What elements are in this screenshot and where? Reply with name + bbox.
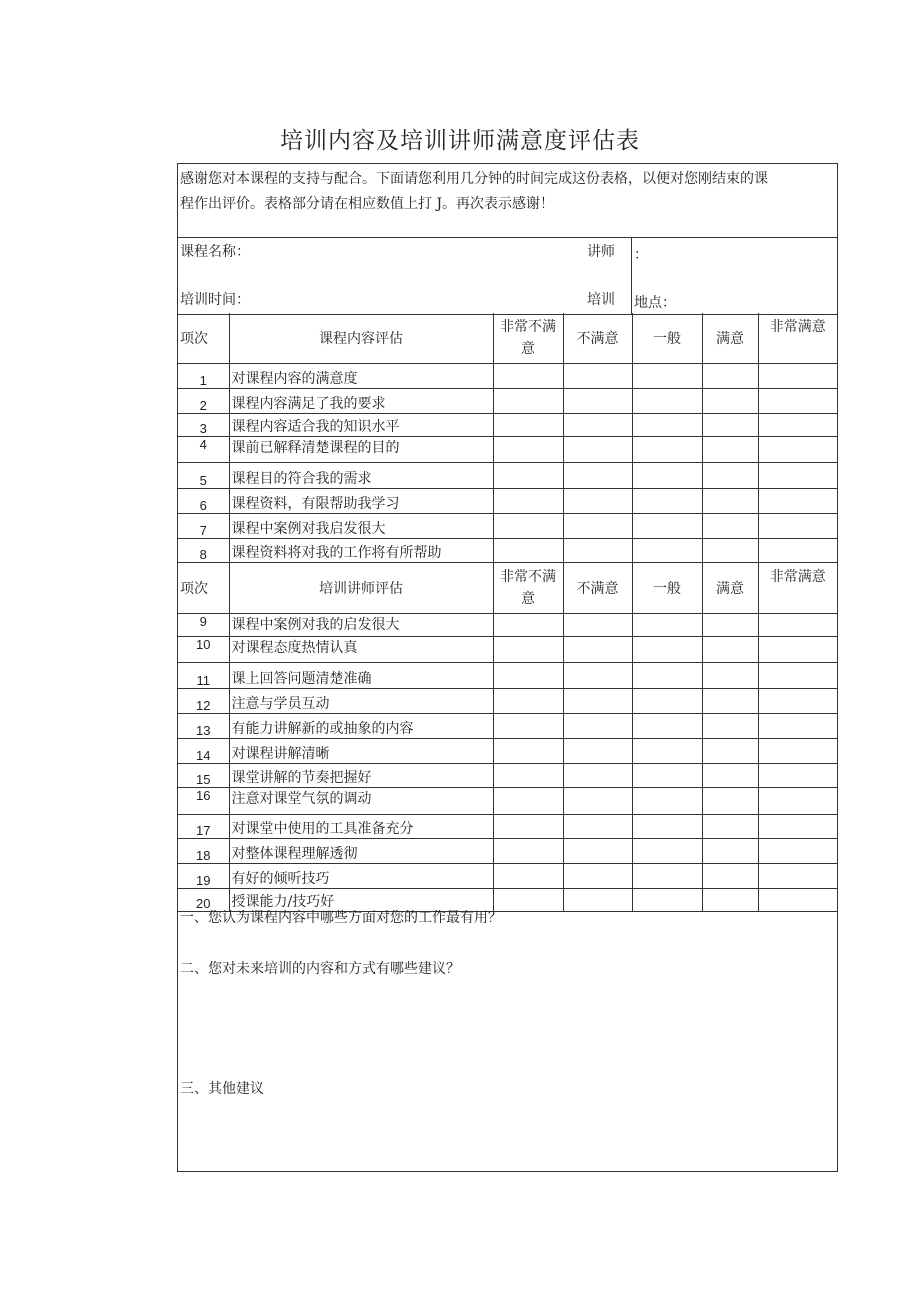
rating-cell-very-satisfied[interactable] bbox=[758, 489, 837, 514]
item-number: 5 bbox=[178, 463, 229, 489]
item-text: 注意对课堂气氛的调动 bbox=[229, 788, 493, 815]
rating-cell-very-satisfied[interactable] bbox=[758, 739, 837, 764]
course-info-section bbox=[178, 238, 837, 315]
rating-cell-neutral[interactable] bbox=[632, 689, 702, 714]
rating-cell-very-dissatisfied[interactable] bbox=[493, 764, 563, 788]
course-name-field[interactable]: 课程名称： bbox=[180, 244, 250, 260]
rating-cell-satisfied[interactable] bbox=[702, 788, 758, 815]
rating-cell-neutral[interactable] bbox=[632, 637, 702, 663]
rating-cell-very-satisfied[interactable] bbox=[758, 663, 837, 689]
item-number: 19 bbox=[178, 864, 229, 889]
rating-cell-neutral[interactable] bbox=[632, 714, 702, 739]
rating-cell-neutral[interactable] bbox=[632, 539, 702, 563]
rating-cell-very-satisfied[interactable] bbox=[758, 788, 837, 815]
rating-cell-very-satisfied[interactable] bbox=[758, 514, 837, 539]
rating-cell-neutral[interactable] bbox=[632, 463, 702, 489]
item-number: 1 bbox=[178, 364, 229, 389]
table-row bbox=[178, 414, 837, 437]
rating-cell-very-satisfied[interactable] bbox=[758, 637, 837, 663]
question-3: 三、其他建议 bbox=[180, 1081, 264, 1097]
header-dissatisfied: 不满意 bbox=[563, 313, 632, 364]
header-dissatisfied: 不满意 bbox=[563, 563, 632, 614]
item-number: 6 bbox=[178, 489, 229, 514]
rating-cell-neutral[interactable] bbox=[632, 364, 702, 389]
rating-cell-satisfied[interactable] bbox=[702, 764, 758, 788]
item-text: 对整体课程理解透彻 bbox=[229, 839, 493, 864]
rating-cell-very-dissatisfied[interactable] bbox=[493, 614, 563, 637]
rating-cell-very-dissatisfied[interactable] bbox=[493, 364, 563, 389]
rating-cell-neutral[interactable] bbox=[632, 414, 702, 437]
item-number: 12 bbox=[178, 689, 229, 714]
rating-cell-neutral[interactable] bbox=[632, 839, 702, 864]
item-text: 课前已解释清楚课程的目的 bbox=[229, 437, 493, 463]
table-row bbox=[178, 614, 837, 637]
rating-cell-neutral[interactable] bbox=[632, 864, 702, 889]
header-satisfied: 满意 bbox=[702, 563, 758, 614]
lecturer-field[interactable]: ： bbox=[634, 247, 648, 263]
rating-cell-neutral[interactable] bbox=[632, 514, 702, 539]
training-time-field[interactable]: 培训时间： bbox=[180, 292, 250, 308]
rating-cell-very-dissatisfied[interactable] bbox=[493, 739, 563, 764]
header-very-dissatisfied: 非常不满意 bbox=[493, 313, 563, 364]
item-text: 有能力讲解新的或抽象的内容 bbox=[229, 714, 493, 739]
item-number: 18 bbox=[178, 839, 229, 864]
table-row bbox=[178, 714, 837, 739]
rating-cell-dissatisfied[interactable] bbox=[563, 364, 632, 389]
table-row bbox=[178, 815, 837, 839]
rating-cell-very-dissatisfied[interactable] bbox=[493, 389, 563, 414]
item-number: 14 bbox=[178, 739, 229, 764]
rating-cell-very-satisfied[interactable] bbox=[758, 864, 837, 889]
rating-cell-satisfied[interactable] bbox=[702, 663, 758, 689]
evaluation-form bbox=[177, 163, 838, 1172]
item-text: 对课程态度热情认真 bbox=[229, 637, 493, 663]
table-row bbox=[178, 663, 837, 689]
table-row bbox=[178, 463, 837, 489]
table-row bbox=[178, 739, 837, 764]
header-neutral: 一般 bbox=[632, 563, 702, 614]
header-item-no: 项次 bbox=[178, 563, 229, 614]
item-number: 4 bbox=[178, 437, 229, 463]
rating-cell-neutral[interactable] bbox=[632, 739, 702, 764]
rating-cell-satisfied[interactable] bbox=[702, 389, 758, 414]
header-very-satisfied: 非常满意 bbox=[758, 313, 837, 364]
rating-cell-satisfied[interactable] bbox=[702, 714, 758, 739]
rating-cell-dissatisfied[interactable] bbox=[563, 889, 632, 912]
rating-cell-satisfied[interactable] bbox=[702, 489, 758, 514]
rating-cell-very-satisfied[interactable] bbox=[758, 689, 837, 714]
header-course-content: 课程内容评估 bbox=[229, 313, 493, 364]
item-text: 课程资料，有限帮助我学习 bbox=[229, 489, 493, 514]
info-divider bbox=[631, 238, 632, 314]
rating-cell-very-dissatisfied[interactable] bbox=[493, 637, 563, 663]
rating-cell-very-satisfied[interactable] bbox=[758, 815, 837, 839]
table-row bbox=[178, 514, 837, 539]
evaluation-table bbox=[178, 313, 837, 912]
item-text: 对课程讲解清晰 bbox=[229, 739, 493, 764]
item-text: 课程资料将对我的工作将有所帮助 bbox=[229, 539, 493, 563]
rating-cell-very-satisfied[interactable] bbox=[758, 539, 837, 563]
rating-cell-dissatisfied[interactable] bbox=[563, 764, 632, 788]
rating-cell-neutral[interactable] bbox=[632, 764, 702, 788]
table-row bbox=[178, 637, 837, 663]
lecturer-label: 讲师 bbox=[587, 244, 615, 260]
header-very-satisfied: 非常满意 bbox=[758, 563, 837, 614]
rating-cell-neutral[interactable] bbox=[632, 389, 702, 414]
rating-cell-very-dissatisfied[interactable] bbox=[493, 414, 563, 437]
rating-cell-satisfied[interactable] bbox=[702, 839, 758, 864]
rating-cell-dissatisfied[interactable] bbox=[563, 437, 632, 463]
rating-cell-neutral[interactable] bbox=[632, 489, 702, 514]
rating-cell-very-satisfied[interactable] bbox=[758, 414, 837, 437]
rating-cell-dissatisfied[interactable] bbox=[563, 389, 632, 414]
rating-cell-satisfied[interactable] bbox=[702, 514, 758, 539]
rating-cell-very-dissatisfied[interactable] bbox=[493, 663, 563, 689]
item-text: 课程内容适合我的知识水平 bbox=[229, 414, 493, 437]
header-neutral: 一般 bbox=[632, 313, 702, 364]
rating-cell-satisfied[interactable] bbox=[702, 614, 758, 637]
rating-cell-very-satisfied[interactable] bbox=[758, 437, 837, 463]
rating-cell-very-dissatisfied[interactable] bbox=[493, 489, 563, 514]
rating-cell-satisfied[interactable] bbox=[702, 815, 758, 839]
table-row bbox=[178, 364, 837, 389]
rating-cell-satisfied[interactable] bbox=[702, 539, 758, 563]
header-item-no: 项次 bbox=[178, 313, 229, 364]
item-text: 课程中案例对我的启发很大 bbox=[229, 614, 493, 637]
item-text: 授课能力/技巧好 bbox=[229, 889, 493, 912]
rating-cell-dissatisfied[interactable] bbox=[563, 739, 632, 764]
table-row bbox=[178, 389, 837, 414]
table-row bbox=[178, 689, 837, 714]
table-row bbox=[178, 788, 837, 815]
table-row bbox=[178, 864, 837, 889]
section2-header-row bbox=[178, 563, 837, 614]
item-text: 课程内容满足了我的要求 bbox=[229, 389, 493, 414]
rating-cell-very-dissatisfied[interactable] bbox=[493, 839, 563, 864]
item-text: 课堂讲解的节奏把握好 bbox=[229, 764, 493, 788]
header-trainer-eval: 培训讲师评估 bbox=[229, 563, 493, 614]
rating-cell-neutral[interactable] bbox=[632, 889, 702, 912]
rating-cell-very-satisfied[interactable] bbox=[758, 614, 837, 637]
item-text: 课程目的符合我的需求 bbox=[229, 463, 493, 489]
header-very-dissatisfied: 非常不满意 bbox=[493, 563, 563, 614]
rating-cell-satisfied[interactable] bbox=[702, 864, 758, 889]
item-text: 课程中案例对我启发很大 bbox=[229, 514, 493, 539]
rating-cell-dissatisfied[interactable] bbox=[563, 463, 632, 489]
header-satisfied: 满意 bbox=[702, 313, 758, 364]
rating-cell-very-dissatisfied[interactable] bbox=[493, 437, 563, 463]
rating-cell-satisfied[interactable] bbox=[702, 364, 758, 389]
rating-cell-very-dissatisfied[interactable] bbox=[493, 539, 563, 563]
table-row bbox=[178, 489, 837, 514]
rating-cell-dissatisfied[interactable] bbox=[563, 839, 632, 864]
rating-cell-satisfied[interactable] bbox=[702, 414, 758, 437]
rating-cell-neutral[interactable] bbox=[632, 788, 702, 815]
rating-cell-dissatisfied[interactable] bbox=[563, 414, 632, 437]
rating-cell-very-dissatisfied[interactable] bbox=[493, 815, 563, 839]
item-number: 10 bbox=[178, 637, 229, 663]
intro-text bbox=[178, 164, 837, 238]
rating-cell-neutral[interactable] bbox=[632, 815, 702, 839]
rating-cell-very-satisfied[interactable] bbox=[758, 389, 837, 414]
rating-cell-satisfied[interactable] bbox=[702, 689, 758, 714]
item-number: 7 bbox=[178, 514, 229, 539]
rating-cell-very-dissatisfied[interactable] bbox=[493, 463, 563, 489]
item-number: 15 bbox=[178, 764, 229, 788]
rating-cell-satisfied[interactable] bbox=[702, 889, 758, 912]
rating-cell-dissatisfied[interactable] bbox=[563, 864, 632, 889]
rating-cell-dissatisfied[interactable] bbox=[563, 788, 632, 815]
rating-cell-dissatisfied[interactable] bbox=[563, 614, 632, 637]
rating-cell-dissatisfied[interactable] bbox=[563, 714, 632, 739]
item-number: 20 bbox=[178, 889, 229, 912]
rating-cell-dissatisfied[interactable] bbox=[563, 539, 632, 563]
rating-cell-very-satisfied[interactable] bbox=[758, 714, 837, 739]
rating-cell-very-satisfied[interactable] bbox=[758, 839, 837, 864]
training-place-field[interactable]: 地点： bbox=[634, 295, 676, 311]
item-number: 17 bbox=[178, 815, 229, 839]
rating-cell-neutral[interactable] bbox=[632, 614, 702, 637]
rating-cell-satisfied[interactable] bbox=[702, 463, 758, 489]
rating-cell-very-dissatisfied[interactable] bbox=[493, 788, 563, 815]
item-text: 有好的倾听技巧 bbox=[229, 864, 493, 889]
section1-header-row bbox=[178, 313, 837, 364]
table-row bbox=[178, 539, 837, 563]
rating-cell-neutral[interactable] bbox=[632, 663, 702, 689]
rating-cell-dissatisfied[interactable] bbox=[563, 689, 632, 714]
rating-cell-satisfied[interactable] bbox=[702, 739, 758, 764]
item-number: 3 bbox=[178, 414, 229, 437]
item-number: 13 bbox=[178, 714, 229, 739]
rating-cell-satisfied[interactable] bbox=[702, 637, 758, 663]
item-text: 课上回答问题清楚准确 bbox=[229, 663, 493, 689]
intro-line-2: 程作出评价。表格部分请在相应数值上打 J。再次表示感谢！ bbox=[180, 196, 555, 212]
place-label: 培训 bbox=[587, 292, 615, 308]
rating-cell-dissatisfied[interactable] bbox=[563, 815, 632, 839]
rating-cell-very-dissatisfied[interactable] bbox=[493, 514, 563, 539]
item-text: 对课程内容的满意度 bbox=[229, 364, 493, 389]
rating-cell-dissatisfied[interactable] bbox=[563, 637, 632, 663]
rating-cell-very-dissatisfied[interactable] bbox=[493, 689, 563, 714]
rating-cell-dissatisfied[interactable] bbox=[563, 514, 632, 539]
item-number: 9 bbox=[178, 614, 229, 637]
rating-cell-very-satisfied[interactable] bbox=[758, 764, 837, 788]
rating-cell-dissatisfied[interactable] bbox=[563, 663, 632, 689]
rating-cell-very-satisfied[interactable] bbox=[758, 463, 837, 489]
item-text: 对课堂中使用的工具准备充分 bbox=[229, 815, 493, 839]
table-row bbox=[178, 764, 837, 788]
item-number: 11 bbox=[178, 663, 229, 689]
item-number: 2 bbox=[178, 389, 229, 414]
question-1: 一、您认为课程内容中哪些方面对您的工作最有用？ bbox=[180, 910, 502, 926]
rating-cell-dissatisfied[interactable] bbox=[563, 489, 632, 514]
table-row bbox=[178, 839, 837, 864]
item-number: 8 bbox=[178, 539, 229, 563]
rating-cell-neutral[interactable] bbox=[632, 437, 702, 463]
rating-cell-very-dissatisfied[interactable] bbox=[493, 714, 563, 739]
rating-cell-very-satisfied[interactable] bbox=[758, 364, 837, 389]
intro-line-1: 感谢您对本课程的支持与配合。下面请您利用几分钟的时间完成这份表格，以便对您刚结束的课 bbox=[180, 171, 768, 187]
item-text: 注意与学员互动 bbox=[229, 689, 493, 714]
item-number: 16 bbox=[178, 788, 229, 815]
rating-cell-very-dissatisfied[interactable] bbox=[493, 889, 563, 912]
rating-cell-satisfied[interactable] bbox=[702, 437, 758, 463]
table-row bbox=[178, 437, 837, 463]
rating-cell-very-dissatisfied[interactable] bbox=[493, 864, 563, 889]
rating-cell-very-satisfied[interactable] bbox=[758, 889, 837, 912]
question-2: 二、您对未来培训的内容和方式有哪些建议？ bbox=[180, 961, 460, 977]
page-title: 培训内容及培训讲师满意度评估表 bbox=[280, 128, 640, 154]
